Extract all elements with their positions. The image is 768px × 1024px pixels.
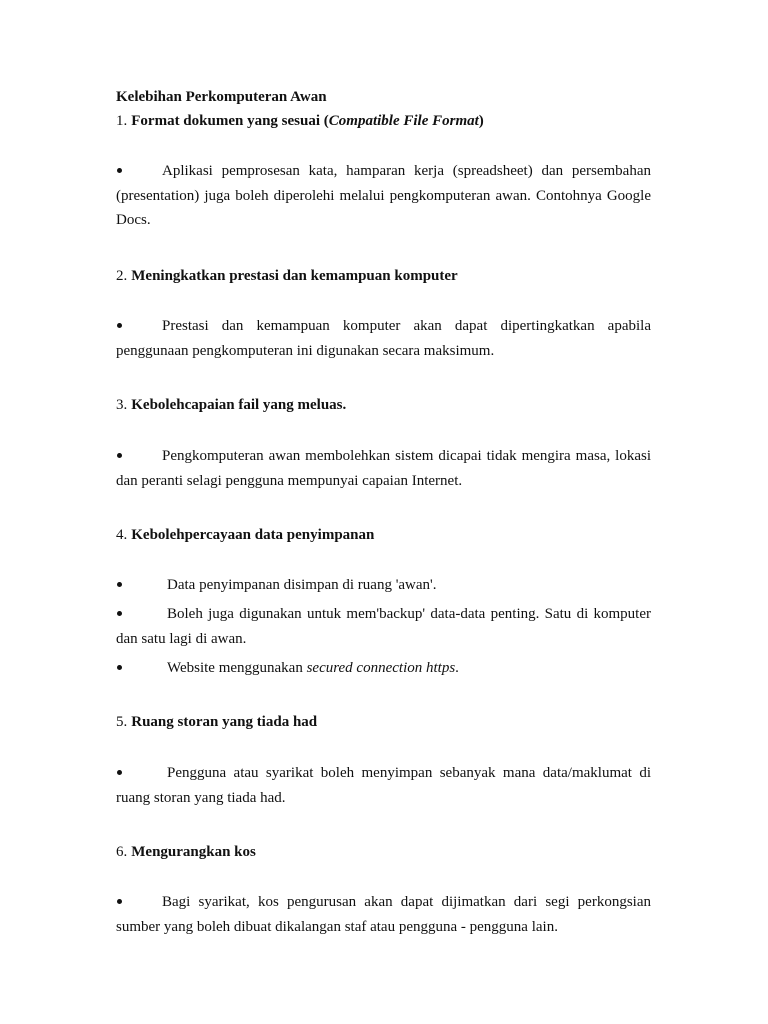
section-heading-text: Format dokumen yang sesuai (Compatible File Format)	[131, 113, 484, 129]
bullet-icon	[117, 665, 122, 670]
bullet-icon	[117, 582, 122, 587]
section-heading-text: Kebolehpercayaan data penyimpanan	[131, 527, 375, 543]
section-number: 5.	[116, 714, 128, 730]
list-item: Pengguna atau syarikat boleh menyimpan sebanyak mana data/maklumat di ruang storan yang tiada had.	[116, 765, 651, 806]
section-number: 1.	[116, 113, 128, 129]
bullet-icon	[117, 770, 122, 775]
list-item: Bagi syarikat, kos pengurusan akan dapat dijimatkan dari segi perkongsian sumber yang boleh dibuat dikalangan staf atau pengguna - pengguna lain.	[116, 894, 651, 935]
section-6-heading	[116, 842, 256, 862]
list-item: Data penyimpanan disimpan di ruang 'awan'.	[116, 573, 651, 598]
section-number: 3.	[116, 397, 128, 413]
section-number: 2.	[116, 268, 128, 284]
section-1-heading	[116, 111, 484, 131]
section-4-heading	[116, 525, 374, 545]
section-heading-text: Mengurangkan kos	[131, 844, 256, 860]
section-heading-text: Ruang storan yang tiada had	[131, 714, 318, 730]
section-number: 4.	[116, 527, 128, 543]
bullet-icon	[117, 323, 122, 328]
section-3-heading	[116, 395, 346, 415]
list-item: Prestasi dan kemampuan komputer akan dapat dipertingkatkan apabila penggunaan pengkomputeran ini digunakan secara maksimum.	[116, 318, 651, 359]
list-item: Pengkomputeran awan membolehkan sistem dicapai tidak mengira masa, lokasi dan peranti selagi pengguna mempunyai capaian Internet.	[116, 448, 651, 489]
section-number: 6.	[116, 844, 128, 860]
bullet-icon	[117, 899, 122, 904]
section-heading-text: Meningkatkan prestasi dan kemampuan komputer	[131, 268, 458, 284]
list-item: Aplikasi pemprosesan kata, hamparan kerja (spreadsheet) dan persembahan (presentation) juga boleh diperolehi melalui pengkomputeran awan. Contohnya Google Docs.	[116, 163, 651, 228]
section-5-heading	[116, 712, 317, 732]
bullet-icon	[117, 611, 122, 616]
list-item: Boleh juga digunakan untuk mem'backup' data-data penting. Satu di komputer dan satu lagi di awan.	[116, 606, 651, 647]
document-title: Kelebihan Perkomputeran Awan	[116, 89, 327, 105]
bullet-icon	[117, 168, 122, 173]
list-item: Website menggunakan secured connection https.	[116, 656, 651, 681]
bullet-icon	[117, 453, 122, 458]
section-heading-text: Kebolehcapaian fail yang meluas.	[131, 397, 347, 413]
section-2-heading	[116, 266, 458, 286]
